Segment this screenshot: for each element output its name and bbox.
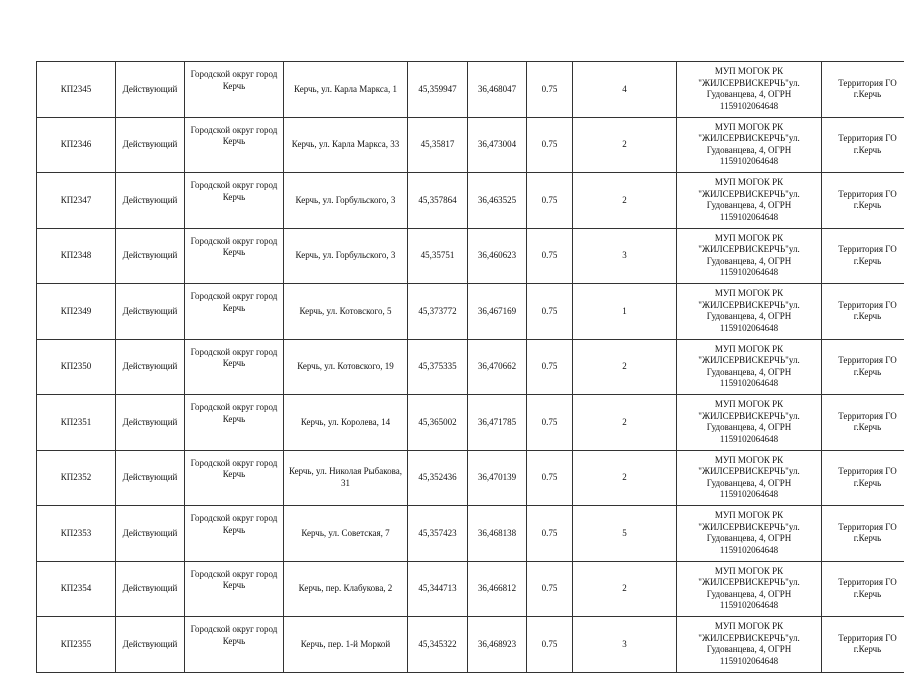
cell-site-id: КП2350 [37, 339, 116, 395]
owner-line: "ЖИЛСЕРВИСКЕРЧЬ"ул. [678, 355, 820, 367]
cell-container-count: 4 [573, 62, 677, 118]
cell-district: Городской округ город Керчь [185, 617, 284, 673]
territory-line: г.Керчь [824, 200, 904, 212]
cell-longitude: 36,468047 [468, 62, 527, 118]
cell-site-id: КП2349 [37, 284, 116, 340]
cell-status: Действующий [116, 450, 185, 506]
cell-status: Действующий [116, 506, 185, 562]
owner-line: "ЖИЛСЕРВИСКЕРЧЬ"ул. [678, 411, 820, 423]
cell-territory [822, 450, 904, 506]
owner-line: МУП МОГОК РК [678, 455, 820, 467]
cell-owner [677, 284, 822, 340]
table-row [37, 506, 904, 562]
cell-address: Керчь, ул. Николая Рыбакова, 31 [284, 450, 408, 506]
owner-line: МУП МОГОК РК [678, 66, 820, 78]
table-row [37, 173, 904, 229]
territory-line: г.Керчь [824, 478, 904, 490]
cell-container-count: 5 [573, 506, 677, 562]
territory-line: Территория ГО [824, 577, 904, 589]
territory-line: г.Керчь [824, 145, 904, 157]
cell-container-count: 2 [573, 339, 677, 395]
cell-site-id: КП2352 [37, 450, 116, 506]
cell-status: Действующий [116, 617, 185, 673]
cell-longitude: 36,470662 [468, 339, 527, 395]
owner-line: "ЖИЛСЕРВИСКЕРЧЬ"ул. [678, 522, 820, 534]
cell-latitude: 45,357423 [408, 506, 468, 562]
owner-line: Гудованцева, 4, ОГРН [678, 311, 820, 323]
cell-site-id: КП2354 [37, 561, 116, 617]
cell-owner [677, 450, 822, 506]
cell-volume: 0.75 [527, 450, 573, 506]
table-row [37, 561, 904, 617]
cell-district: Городской округ город Керчь [185, 284, 284, 340]
territory-line: г.Керчь [824, 533, 904, 545]
owner-line: 1159102064648 [678, 101, 820, 113]
territory-line: Территория ГО [824, 633, 904, 645]
cell-site-id: КП2355 [37, 617, 116, 673]
cell-owner [677, 395, 822, 451]
cell-owner [677, 228, 822, 284]
cell-longitude: 36,473004 [468, 117, 527, 173]
cell-territory [822, 506, 904, 562]
owner-line: МУП МОГОК РК [678, 233, 820, 245]
cell-container-count: 2 [573, 450, 677, 506]
owner-line: МУП МОГОК РК [678, 621, 820, 633]
owner-line: "ЖИЛСЕРВИСКЕРЧЬ"ул. [678, 466, 820, 478]
territory-line: г.Керчь [824, 589, 904, 601]
owner-line: 1159102064648 [678, 545, 820, 557]
cell-volume: 0.75 [527, 395, 573, 451]
owner-line: Гудованцева, 4, ОГРН [678, 533, 820, 545]
territory-line: г.Керчь [824, 644, 904, 656]
cell-longitude: 36,460623 [468, 228, 527, 284]
owner-line: Гудованцева, 4, ОГРН [678, 422, 820, 434]
cell-longitude: 36,468923 [468, 617, 527, 673]
owner-line: "ЖИЛСЕРВИСКЕРЧЬ"ул. [678, 300, 820, 312]
cell-address: Керчь, ул. Горбульского, 3 [284, 173, 408, 229]
cell-latitude: 45,344713 [408, 561, 468, 617]
cell-site-id: КП2348 [37, 228, 116, 284]
cell-latitude: 45,357864 [408, 173, 468, 229]
cell-status: Действующий [116, 395, 185, 451]
table-row [37, 617, 904, 673]
cell-status: Действующий [116, 561, 185, 617]
cell-status: Действующий [116, 339, 185, 395]
owner-line: Гудованцева, 4, ОГРН [678, 89, 820, 101]
owner-line: Гудованцева, 4, ОГРН [678, 200, 820, 212]
cell-volume: 0.75 [527, 228, 573, 284]
cell-longitude: 36,466812 [468, 561, 527, 617]
owner-line: "ЖИЛСЕРВИСКЕРЧЬ"ул. [678, 133, 820, 145]
territory-line: Территория ГО [824, 244, 904, 256]
cell-district: Городской округ город Керчь [185, 561, 284, 617]
owner-line: МУП МОГОК РК [678, 510, 820, 522]
cell-address: Керчь, ул. Карла Маркса, 1 [284, 62, 408, 118]
owner-line: Гудованцева, 4, ОГРН [678, 256, 820, 268]
cell-owner [677, 173, 822, 229]
cell-owner [677, 506, 822, 562]
cell-latitude: 45,35751 [408, 228, 468, 284]
cell-volume: 0.75 [527, 339, 573, 395]
owner-line: МУП МОГОК РК [678, 177, 820, 189]
cell-owner [677, 561, 822, 617]
cell-address: Керчь, ул. Карла Маркса, 33 [284, 117, 408, 173]
table-body [37, 62, 904, 673]
cell-latitude: 45,35817 [408, 117, 468, 173]
cell-site-id: КП2347 [37, 173, 116, 229]
cell-volume: 0.75 [527, 62, 573, 118]
cell-status: Действующий [116, 284, 185, 340]
owner-line: 1159102064648 [678, 378, 820, 390]
cell-container-count: 3 [573, 228, 677, 284]
territory-line: г.Керчь [824, 367, 904, 379]
owner-line: 1159102064648 [678, 656, 820, 668]
cell-district: Городской округ город Керчь [185, 506, 284, 562]
document-page [36, 61, 867, 673]
cell-container-count: 3 [573, 617, 677, 673]
table-row [37, 228, 904, 284]
cell-territory [822, 228, 904, 284]
cell-district: Городской округ город Керчь [185, 395, 284, 451]
cell-longitude: 36,467169 [468, 284, 527, 340]
cell-container-count: 2 [573, 561, 677, 617]
owner-line: 1159102064648 [678, 267, 820, 279]
owner-line: 1159102064648 [678, 156, 820, 168]
cell-volume: 0.75 [527, 117, 573, 173]
owner-line: "ЖИЛСЕРВИСКЕРЧЬ"ул. [678, 577, 820, 589]
cell-latitude: 45,375335 [408, 339, 468, 395]
cell-latitude: 45,373772 [408, 284, 468, 340]
owner-line: МУП МОГОК РК [678, 566, 820, 578]
cell-owner [677, 617, 822, 673]
table-row [37, 284, 904, 340]
cell-status: Действующий [116, 117, 185, 173]
territory-line: Территория ГО [824, 78, 904, 90]
cell-owner [677, 117, 822, 173]
territory-line: Территория ГО [824, 133, 904, 145]
cell-status: Действующий [116, 173, 185, 229]
cell-address: Керчь, ул. Советская, 7 [284, 506, 408, 562]
cell-status: Действующий [116, 62, 185, 118]
table-row [37, 117, 904, 173]
cell-latitude: 45,365002 [408, 395, 468, 451]
territory-line: Территория ГО [824, 300, 904, 312]
territory-line: Территория ГО [824, 411, 904, 423]
table-row [37, 339, 904, 395]
cell-latitude: 45,359947 [408, 62, 468, 118]
territory-line: г.Керчь [824, 89, 904, 101]
cell-territory [822, 617, 904, 673]
cell-volume: 0.75 [527, 617, 573, 673]
cell-address: Керчь, пер. 1-й Моркой [284, 617, 408, 673]
owner-line: Гудованцева, 4, ОГРН [678, 589, 820, 601]
owner-line: МУП МОГОК РК [678, 399, 820, 411]
cell-territory [822, 561, 904, 617]
owner-line: 1159102064648 [678, 212, 820, 224]
cell-container-count: 2 [573, 395, 677, 451]
cell-address: Керчь, ул. Горбульского, 3 [284, 228, 408, 284]
cell-volume: 0.75 [527, 173, 573, 229]
cell-site-id: КП2345 [37, 62, 116, 118]
table-row [37, 450, 904, 506]
territory-line: Территория ГО [824, 189, 904, 201]
cell-district: Городской округ город Керчь [185, 228, 284, 284]
cell-site-id: КП2353 [37, 506, 116, 562]
territory-line: Территория ГО [824, 466, 904, 478]
container-sites-table [36, 61, 904, 673]
cell-territory [822, 284, 904, 340]
cell-volume: 0.75 [527, 561, 573, 617]
territory-line: г.Керчь [824, 422, 904, 434]
cell-volume: 0.75 [527, 506, 573, 562]
cell-site-id: КП2351 [37, 395, 116, 451]
table-row [37, 395, 904, 451]
owner-line: Гудованцева, 4, ОГРН [678, 644, 820, 656]
owner-line: 1159102064648 [678, 600, 820, 612]
cell-latitude: 45,345322 [408, 617, 468, 673]
cell-longitude: 36,470139 [468, 450, 527, 506]
owner-line: 1159102064648 [678, 489, 820, 501]
cell-territory [822, 173, 904, 229]
territory-line: г.Керчь [824, 311, 904, 323]
territory-line: г.Керчь [824, 256, 904, 268]
table-row [37, 62, 904, 118]
cell-address: Керчь, ул. Королева, 14 [284, 395, 408, 451]
cell-district: Городской округ город Керчь [185, 62, 284, 118]
cell-longitude: 36,468138 [468, 506, 527, 562]
owner-line: "ЖИЛСЕРВИСКЕРЧЬ"ул. [678, 633, 820, 645]
owner-line: "ЖИЛСЕРВИСКЕРЧЬ"ул. [678, 189, 820, 201]
cell-owner [677, 339, 822, 395]
owner-line: Гудованцева, 4, ОГРН [678, 367, 820, 379]
cell-status: Действующий [116, 228, 185, 284]
cell-latitude: 45,352436 [408, 450, 468, 506]
owner-line: Гудованцева, 4, ОГРН [678, 145, 820, 157]
territory-line: Территория ГО [824, 522, 904, 534]
cell-container-count: 1 [573, 284, 677, 340]
cell-territory [822, 339, 904, 395]
owner-line: "ЖИЛСЕРВИСКЕРЧЬ"ул. [678, 244, 820, 256]
cell-district: Городской округ город Керчь [185, 339, 284, 395]
cell-container-count: 2 [573, 173, 677, 229]
cell-address: Керчь, ул. Котовского, 5 [284, 284, 408, 340]
cell-territory [822, 117, 904, 173]
cell-district: Городской округ город Керчь [185, 117, 284, 173]
cell-volume: 0.75 [527, 284, 573, 340]
cell-container-count: 2 [573, 117, 677, 173]
owner-line: "ЖИЛСЕРВИСКЕРЧЬ"ул. [678, 78, 820, 90]
cell-territory [822, 395, 904, 451]
cell-district: Городской округ город Керчь [185, 173, 284, 229]
cell-district: Городской округ город Керчь [185, 450, 284, 506]
cell-address: Керчь, ул. Котовского, 19 [284, 339, 408, 395]
cell-address: Керчь, пер. Клабукова, 2 [284, 561, 408, 617]
owner-line: МУП МОГОК РК [678, 344, 820, 356]
owner-line: МУП МОГОК РК [678, 122, 820, 134]
owner-line: Гудованцева, 4, ОГРН [678, 478, 820, 490]
cell-owner [677, 62, 822, 118]
cell-site-id: КП2346 [37, 117, 116, 173]
owner-line: 1159102064648 [678, 323, 820, 335]
cell-territory [822, 62, 904, 118]
owner-line: 1159102064648 [678, 434, 820, 446]
territory-line: Территория ГО [824, 355, 904, 367]
owner-line: МУП МОГОК РК [678, 288, 820, 300]
cell-longitude: 36,463525 [468, 173, 527, 229]
cell-longitude: 36,471785 [468, 395, 527, 451]
